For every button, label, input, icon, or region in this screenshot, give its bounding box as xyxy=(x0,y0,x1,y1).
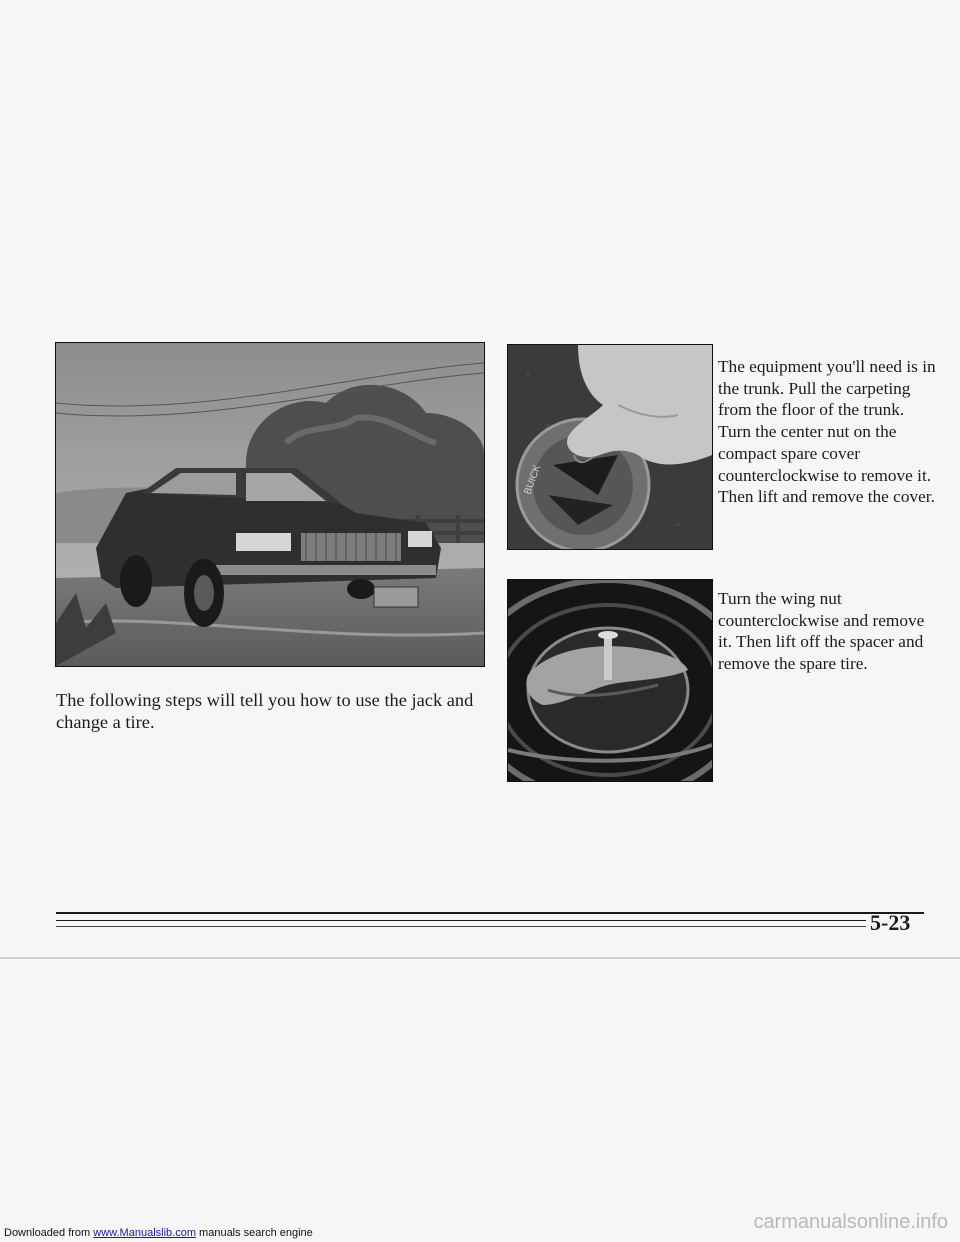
step2-text: Turn the wing nut counterclockwise and remove it. Then lift off the spacer and remove the spare tire. xyxy=(718,589,925,674)
footer-rule-thick xyxy=(56,912,924,914)
download-source-suffix: manuals search engine xyxy=(199,1227,313,1239)
car-caption: The following steps will tell you how to use the jack and change a tire. xyxy=(56,690,474,732)
site-watermark: carmanualsonline.info xyxy=(753,1211,948,1233)
spare-cover-label: BUICK xyxy=(522,463,544,497)
manualslib-link[interactable]: www.Manualslib.com xyxy=(93,1227,196,1239)
download-source-line xyxy=(4,1226,313,1240)
wing-nut-photo xyxy=(507,579,713,782)
car-illustration xyxy=(55,342,485,667)
car-illustration-drawing xyxy=(56,343,484,666)
spare-cover-drawing xyxy=(508,345,712,549)
footer-rule-thin xyxy=(56,920,866,921)
download-source-prefix: Downloaded from xyxy=(4,1227,91,1239)
step1-text: The equipment you'll need is in the trunk. Pull the carpeting from the floor of the trunk. Turn the center nut on the compact spare cover counterclockwise to remove it. Then lift and remove the cover. xyxy=(718,357,936,507)
footer-rule-thin-lower xyxy=(56,926,866,927)
wing-nut-drawing xyxy=(508,580,712,781)
page-number: 5-23 xyxy=(870,910,911,935)
spare-cover-photo xyxy=(507,344,713,550)
scan-edge-line xyxy=(0,957,960,959)
